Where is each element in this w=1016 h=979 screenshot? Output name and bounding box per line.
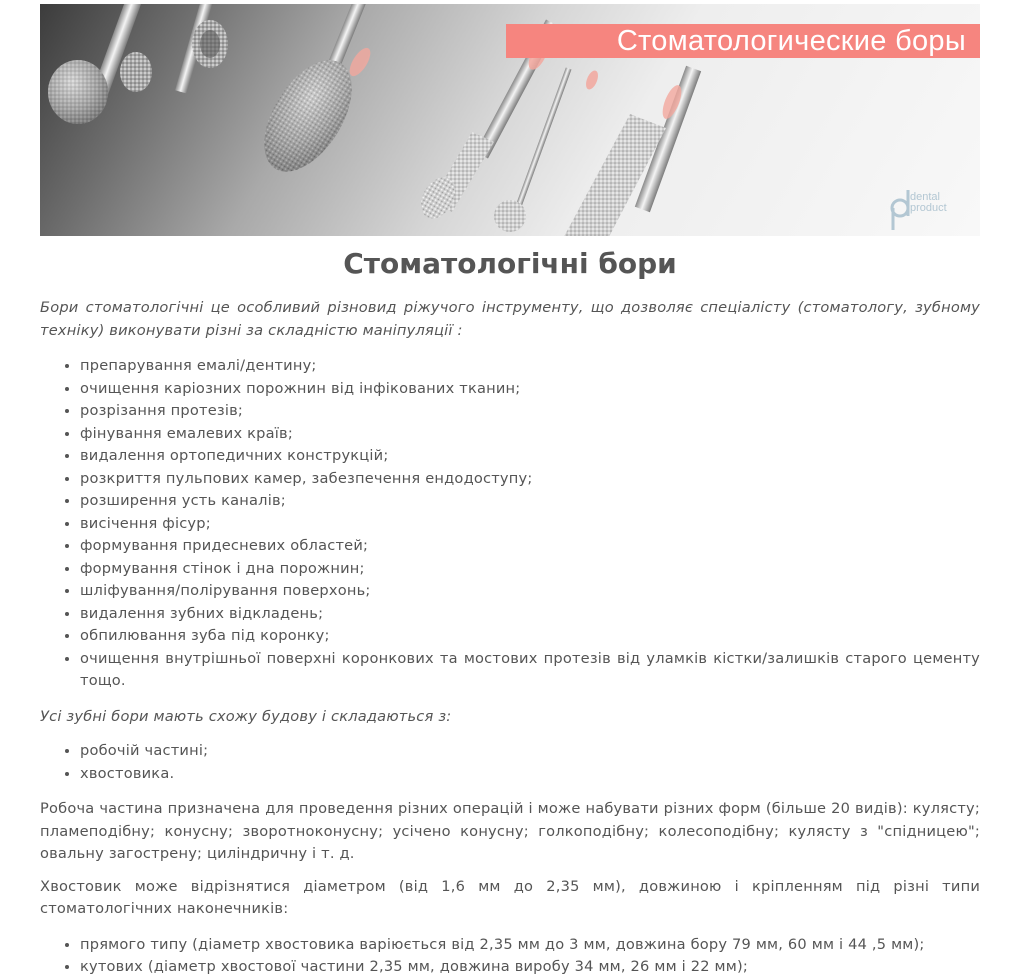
list-item: • прямого типу (діаметр хвостовика варіюється від 2,35 мм до 3 мм, довжина бору 79 мм, 60 мм і 44 ,5 мм);: [80, 934, 980, 957]
list-item: • видалення ортопедичних конструкцій;: [80, 445, 980, 468]
list-item: • шліфування/полірування поверхонь;: [80, 580, 980, 603]
list-item: • формування придесневих областей;: [80, 535, 980, 558]
list-item: • очищення каріозних порожнин від інфікованих тканин;: [80, 378, 980, 401]
list-item: • розширення усть каналів;: [80, 490, 980, 513]
handpiece-types-list: [40, 934, 980, 979]
banner-title: Стоматологические боры: [506, 24, 980, 58]
wheel-bur: [48, 4, 153, 124]
page-title: Стоматологічні бори: [343, 247, 677, 280]
manipulations-list: [40, 355, 980, 693]
dental-product-logo: [890, 188, 970, 232]
list-item: • обпилювання зуба під коронку;: [80, 625, 980, 648]
working-part-paragraph: Робоча частина призначена для проведення різних операцій і може набувати різних форм (більше 20 видів): кулясту; пламеподібну; конусну; зворотноконусну; усічено конусну; голкоподібну; колесоподібну; кулясту з "спідницею"; овальну загострену; циліндричну і т. д.: [40, 800, 980, 862]
list-item: • розкриття пульпових камер, забезпечення ендодоступу;: [80, 468, 980, 491]
list-item: • фінування емалевих країв;: [80, 423, 980, 446]
logo-text-dental: dental: [910, 191, 940, 203]
structure-paragraph: Усі зубні бори мають схожу будову і складаються з:: [40, 707, 452, 725]
egg-bur: [246, 4, 375, 187]
article-body: [40, 297, 980, 979]
list-item: • розрізання протезів;: [80, 400, 980, 423]
logo-text-product: product: [910, 202, 947, 214]
list-item: • кутових (діаметр хвостової частини 2,35 мм, довжина виробу 34 мм, 26 мм і 22 мм);: [80, 956, 980, 979]
intro-paragraph: Бори стоматологічні це особливий різновид ріжучого інструменту, що дозволяє спеціалісту (стоматологу, зубному техніку) виконувати різні за складністю маніпуляції :: [40, 299, 980, 339]
list-item: • формування стінок і дна порожнин;: [80, 558, 980, 581]
parts-list: [40, 740, 980, 785]
list-item: • хвостовика.: [80, 763, 980, 786]
list-item: • очищення внутрішньої поверхні коронкових та мостових протезів від уламків кістки/залишків старого цементу тощо.: [80, 648, 980, 693]
list-item: • видалення зубних відкладень;: [80, 603, 980, 626]
shank-paragraph: Хвостовик може відрізнятися діаметром (від 1,6 мм до 2,35 мм), довжиною і кріпленням під різні типи стоматологічних наконечників:: [40, 877, 980, 917]
list-item: • висічення фісур;: [80, 513, 980, 536]
banner-image: [40, 4, 980, 236]
cylinder-bur: [560, 66, 701, 236]
list-item: • робочій частині;: [80, 740, 980, 763]
ring-bur: [175, 4, 228, 94]
list-item: • препарування емалі/дентину;: [80, 355, 980, 378]
